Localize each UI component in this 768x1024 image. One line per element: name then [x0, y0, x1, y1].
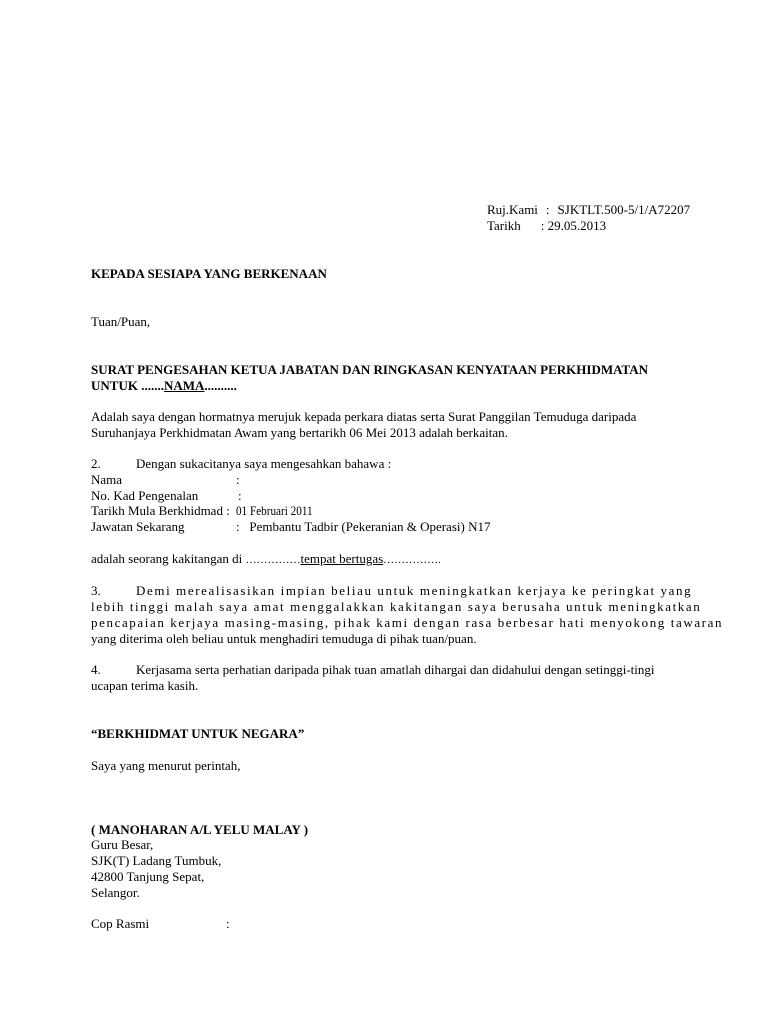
greeting: Tuan/Puan, — [91, 314, 151, 329]
ruj-label: Ruj.Kami — [487, 202, 538, 217]
subject-line-2: UNTUK .......NAMA.......... — [91, 378, 237, 393]
signatory-address-2: 42800 Tanjung Sepat, — [91, 869, 205, 884]
para3-line-2: lebih tinggi malah saya amat menggalakkan kakitangan saya berusaha untuk meningkatkan — [91, 599, 702, 614]
reference-tarikh: Tarikh : 29.05.2013 — [487, 218, 607, 233]
para3-line-1: 3. Demi merealisasikan impian beliau untuk meningkatkan kerjaya ke peringkat yang — [91, 583, 693, 598]
signatory-address-1: SJK(T) Ladang Tumbuk, — [91, 853, 222, 868]
field-tarikh-mula-value: 01 Februari 2011 — [236, 503, 313, 518]
sign-off: Saya yang menurut perintah, — [91, 758, 241, 773]
ruj-value: SJKTLT.500-5/1/A72207 — [557, 202, 691, 217]
para1-line-2: Suruhanjaya Perkhidmatan Awam yang bertarikh 06 Mei 2013 adalah berkaitan. — [91, 425, 508, 440]
field-jawatan-value: Pembantu Tadbir (Pekeranian & Operasi) N17 — [249, 519, 491, 534]
para4-line-2: ucapan terima kasih. — [91, 678, 199, 693]
field-tarikh-mula: Tarikh Mula Berkhidmad : 01 Februari 2011 — [91, 503, 313, 518]
tarikh-label: Tarikh — [487, 218, 521, 233]
tarikh-value: 29.05.2013 — [547, 218, 607, 233]
field-jawatan: Jawatan Sekarang : Pembantu Tadbir (Pekeranian & Operasi) N17 — [91, 519, 491, 534]
addressee: KEPADA SESIAPA YANG BERKENAAN — [91, 266, 327, 281]
para1-line-1: Adalah saya dengan hormatnya merujuk kepada perkara diatas serta Surat Panggilan Temuduga daripada — [91, 409, 637, 424]
para2-intro: 2. Dengan sukacitanya saya mengesahkan bahawa : — [91, 456, 392, 471]
staff-line: adalah seorang kakitangan di ……………tempat bertugas……………. — [91, 551, 441, 566]
stamp-label: Cop Rasmi — [91, 916, 150, 931]
staff-place-placeholder: tempat bertugas — [300, 551, 384, 566]
subject-name-placeholder: NAMA — [163, 378, 205, 393]
signatory-address-3: Selangor. — [91, 885, 140, 900]
para3-line-4: yang diterima oleh beliau untuk menghadiri temuduga di pihak tuan/puan. — [91, 631, 477, 646]
motto: “BERKHIDMAT UNTUK NEGARA” — [91, 726, 305, 741]
para3-line-3: pencapaian kerjaya masing-masing, pihak kami dengan rasa berbesar hati menyokong tawaran — [91, 615, 724, 630]
reference-ruj: Ruj.Kami : SJKTLT.500-5/1/A72207 — [487, 202, 691, 217]
field-nama: Nama : — [91, 472, 240, 487]
signatory-name: ( MANOHARAN A/L YELU MALAY ) — [91, 822, 309, 837]
para4-line-1: 4. Kerjasama serta perhatian daripada pihak tuan amatlah dihargai dan didahului dengan setinggi-tingi — [91, 662, 655, 677]
signatory-title: Guru Besar, — [91, 837, 154, 852]
field-kad-pengenalan: No. Kad Pengenalan : — [91, 488, 242, 503]
stamp-line: Cop Rasmi : — [91, 916, 230, 931]
subject-line-1: SURAT PENGESAHAN KETUA JABATAN DAN RINGKASAN KENYATAAN PERKHIDMATAN — [91, 362, 649, 377]
